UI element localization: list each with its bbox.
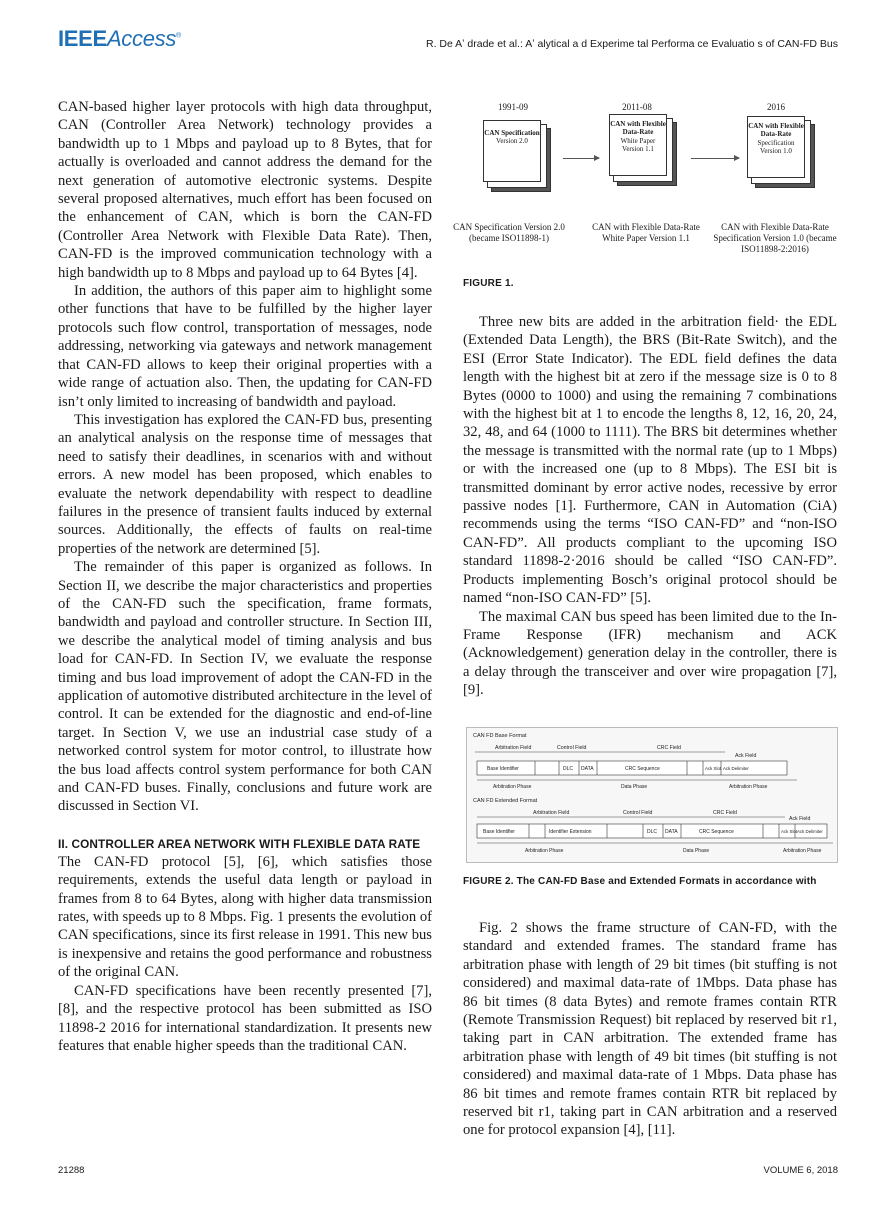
figure2-label: Control Field xyxy=(557,745,587,751)
figure1-document-stack xyxy=(483,120,547,186)
figure2-caption: FIGURE 2. The CAN-FD Base and Extended Formats in accordance with xyxy=(463,876,817,887)
paragraph: The CAN-FD protocol [5], [6], which satisfies those requirements, extends the useful data length or payload in frames from 8 to 64 Bytes, along with higher data transmission rates, with speeds up to 8 Mbps. Fig. 1 presents the evolution of CAN specifications, since its first release in 1991. This new bus is inexpensive and retains the good performance and robustness of the original CAN. xyxy=(58,853,432,981)
paragraph: The maximal CAN bus speed has been limited due to the In-Frame Response (IFR) mechanism and ACK (Acknowledgement) generation delay in the controller, there is a delay through the transceiver and over wire propagation [7], [9]. xyxy=(463,608,837,699)
figure1-label: FIGURE 1. xyxy=(463,278,514,289)
paragraph: Three new bits are added in the arbitration field· the EDL (Extended Data Length), the BRS (Bit-Rate Switch), and the ESI (Error State Indicator). The EDL field defines the data length with the highest bit at zero if the message size is 0 to 8 Bytes (0000 to 1000) and using the remaining 7 combinations with the highest bit at 1 to encode the lengths 8, 12, 16, 20, 24, 32, 48, and 64 (1000 to 1111). The BRS bit determines whether the message is transmitted with the normal rate (up to 1 Mbps) or with the increased one (up to 8 Mbps). The ESI bit is transmitted dominant by error active nodes, recessive by error passive nodes [1]. Furthermore, CAN in Automation (CiA) recommends using the terms “ISO CAN-FD” and “non-ISO CAN-FD”. All products compliant to the upcoming ISO standard 11898-2·2016 should be called “ISO CAN-FD”. Products implementing Bosch’s original protocol should be named “non-ISO CAN-FD” [5]. xyxy=(463,314,837,607)
card-subtitle: Specification Version 1.0 xyxy=(757,138,795,156)
figure2-label: Ack Field xyxy=(735,753,757,759)
figure2-field: Base Identifier xyxy=(483,829,515,835)
logo-trademark: ® xyxy=(176,32,181,40)
right-column-top xyxy=(463,313,837,700)
figure2-field: DATA xyxy=(665,829,678,835)
figure1-caption: CAN with Flexible Data-Rate White Paper Version 1.1 xyxy=(592,222,700,243)
figure1-caption: CAN Specification Version 2.0 (became ISO11898-1) xyxy=(453,222,565,243)
figure2-field: Base Identifier xyxy=(487,766,519,772)
figure1-caption: CAN with Flexible Data-Rate Specification Version 1.0 (became ISO11898-2:2016) xyxy=(713,222,837,254)
figure2-phase: Data Phase xyxy=(621,784,648,790)
card-subtitle: White Paper Version 1.1 xyxy=(620,136,656,154)
figure2-field: Ack Delimiter xyxy=(723,766,749,771)
paragraph: Fig. 2 shows the frame structure of CAN-FD, with the standard and extended frames. The standard frame has arbitration phase with length of 29 bit times (bit stuffing is not considered) and maximal data-rate of 1Mbps. Data phase has 86 bit times (8 data Bytes) and remote frames contain RTR (Remote Transmission Request) bit replaced by reserved bit r1, taking part in CAN arbitration. The extended frame has arbitration phase with length of 49 bit times (bit stuffing is not considered) and maximal data-rate of 1 Mbps. Data phase has 86 bit times and remote frames contain RTR bit replaced by reserved bit r1, taking part in CAN arbitration and a reserved one for protocol expansion [4], [11]. xyxy=(463,920,837,1139)
figure2-field: Ack Slot xyxy=(781,829,798,834)
figure1-date: 2016 xyxy=(767,102,785,112)
figure2-field: CRC Sequence xyxy=(625,766,660,772)
paragraph: CAN-FD specifications have been recently presented [7], [8], and the respective protocol has been submitted as ISO 11898-2 2016 for international standardization. It presents new features that enable higher speeds than the traditional CAN. xyxy=(58,982,432,1054)
figure1-card xyxy=(609,114,667,176)
figure2-label: Control Field xyxy=(623,810,653,816)
right-column-bottom xyxy=(463,919,837,1140)
card-title: CAN with Flexible Data-Rate xyxy=(610,120,666,137)
figure2-label: Arbitration Field xyxy=(533,810,570,816)
figure1-card xyxy=(747,116,805,178)
volume-info: VOLUME 6, 2018 xyxy=(763,1165,838,1176)
figure1-document-stack xyxy=(609,114,673,180)
logo-access: Access xyxy=(106,26,177,51)
figure2-phase: Arbitration Phase xyxy=(493,784,532,790)
arrow-icon xyxy=(563,158,599,159)
figure2-field: DATA xyxy=(581,766,594,772)
figure2-ext-title: CAN FD Extended Format xyxy=(473,798,538,804)
figure1-date: 2011-08 xyxy=(622,102,652,112)
figure2-field: Ack Delimiter xyxy=(797,829,823,834)
figure2-label: Arbitration Field xyxy=(495,745,532,751)
figure2-label: CRC Field xyxy=(713,810,737,816)
figure2-field: DLC xyxy=(563,766,574,772)
figure2-phase: Arbitration Phase xyxy=(783,848,822,854)
figure1-date: 1991-09 xyxy=(498,102,528,112)
paragraph: This investigation has explored the CAN-FD bus, presenting an analytical analysis on the response time of messages that need to satisfy their deadlines, in scenarios with and without errors. A new model has been proposed, which enables to evaluate the network dependability with respect to deadline failures in the presence of transient faults induced by external sources. Additionally, the effects of faults on real-time properties of the network are determined [5]. xyxy=(58,411,432,557)
arrow-icon xyxy=(691,158,739,159)
figure2-label: CRC Field xyxy=(657,745,681,751)
figure2-field: DLC xyxy=(647,829,658,835)
figure-1 xyxy=(453,100,837,270)
running-title: R. De Aʼ drade et al.: Aʼ alytical a d Experime tal Performa ce Evaluatio s of CAN-FD Bus xyxy=(425,38,838,50)
card-subtitle: Version 2.0 xyxy=(496,137,528,146)
figure2-phase: Data Phase xyxy=(683,848,710,854)
figure2-phase: Arbitration Phase xyxy=(729,784,768,790)
journal-logo xyxy=(58,26,181,52)
page-number: 21288 xyxy=(58,1165,85,1176)
figure2-label: Ack Field xyxy=(789,816,811,822)
paragraph: The remainder of this paper is organized as follows. In Section II, we describe the major characteristics and properties of the CAN-FD such the specification, frame formats, bandwidth and payload and controller structure. In Section III, we describe the analytical model of timing analysis and bus load for CAN-FD. In Section IV, we evaluate the response timing and bus load improvement of adopt the CAN-FD in the application of automotive distributed architecture in the level of control. It can be extended for the diagnostic and end-of-line target. In Section V, we use an industrial case study of a networked control system for motor control, to illustrate how the bus load affects control system performance for both CAN and CAN-FD buses. Finally, conclusions and future work are discussed in Section VI. xyxy=(58,559,432,815)
figure2-field: CRC Sequence xyxy=(699,829,734,835)
figure2-field: Identifier Extension xyxy=(549,829,592,835)
figure2-phase: Arbitration Phase xyxy=(525,848,564,854)
paragraph: In addition, the authors of this paper aim to highlight some other functions that have to be fulfilled by the higher layer protocols such flow control, transportation of messages, node addressing, networking via gateways and network management that CAN-FD allows to keep their original properties with a wide range of actuation also. Then, the updating for CAN-FD isn’t only limited to increasing of bandwidth and payload. xyxy=(58,283,432,410)
logo-ieee: IEEE xyxy=(58,26,107,51)
figure1-document-stack xyxy=(747,116,811,182)
card-title: CAN Specification xyxy=(484,129,540,137)
figure2-field: Ack Slot xyxy=(705,766,722,771)
paragraph: CAN-based higher layer protocols with high data throughput, CAN (Controller Area Network) technology provides a bandwidth up to 1 Mbps and payload up to 8 Bytes, that for actually is overloaded and cannot address the demand for the next generation of automotive electronic systems. Despite several proposed alternatives, much effort has been focused on the enhancement of CAN, which is born the CAN-FD (Controller Area Network with Flexible Data Rate). Then, CAN-FD is the improved communication technology with a high bandwidth up to 8 Mbps and payload up to 64 Bytes [4]. xyxy=(58,99,432,281)
figure2-base-title: CAN FD Base Format xyxy=(473,733,527,739)
figure-2 xyxy=(466,727,838,863)
figure1-card xyxy=(483,120,541,182)
section-heading: II. CONTROLLER AREA NETWORK WITH FLEXIBLE DATA RATE xyxy=(58,836,421,851)
left-column xyxy=(58,98,432,1055)
card-title: CAN with Flexible Data-Rate xyxy=(748,122,804,139)
